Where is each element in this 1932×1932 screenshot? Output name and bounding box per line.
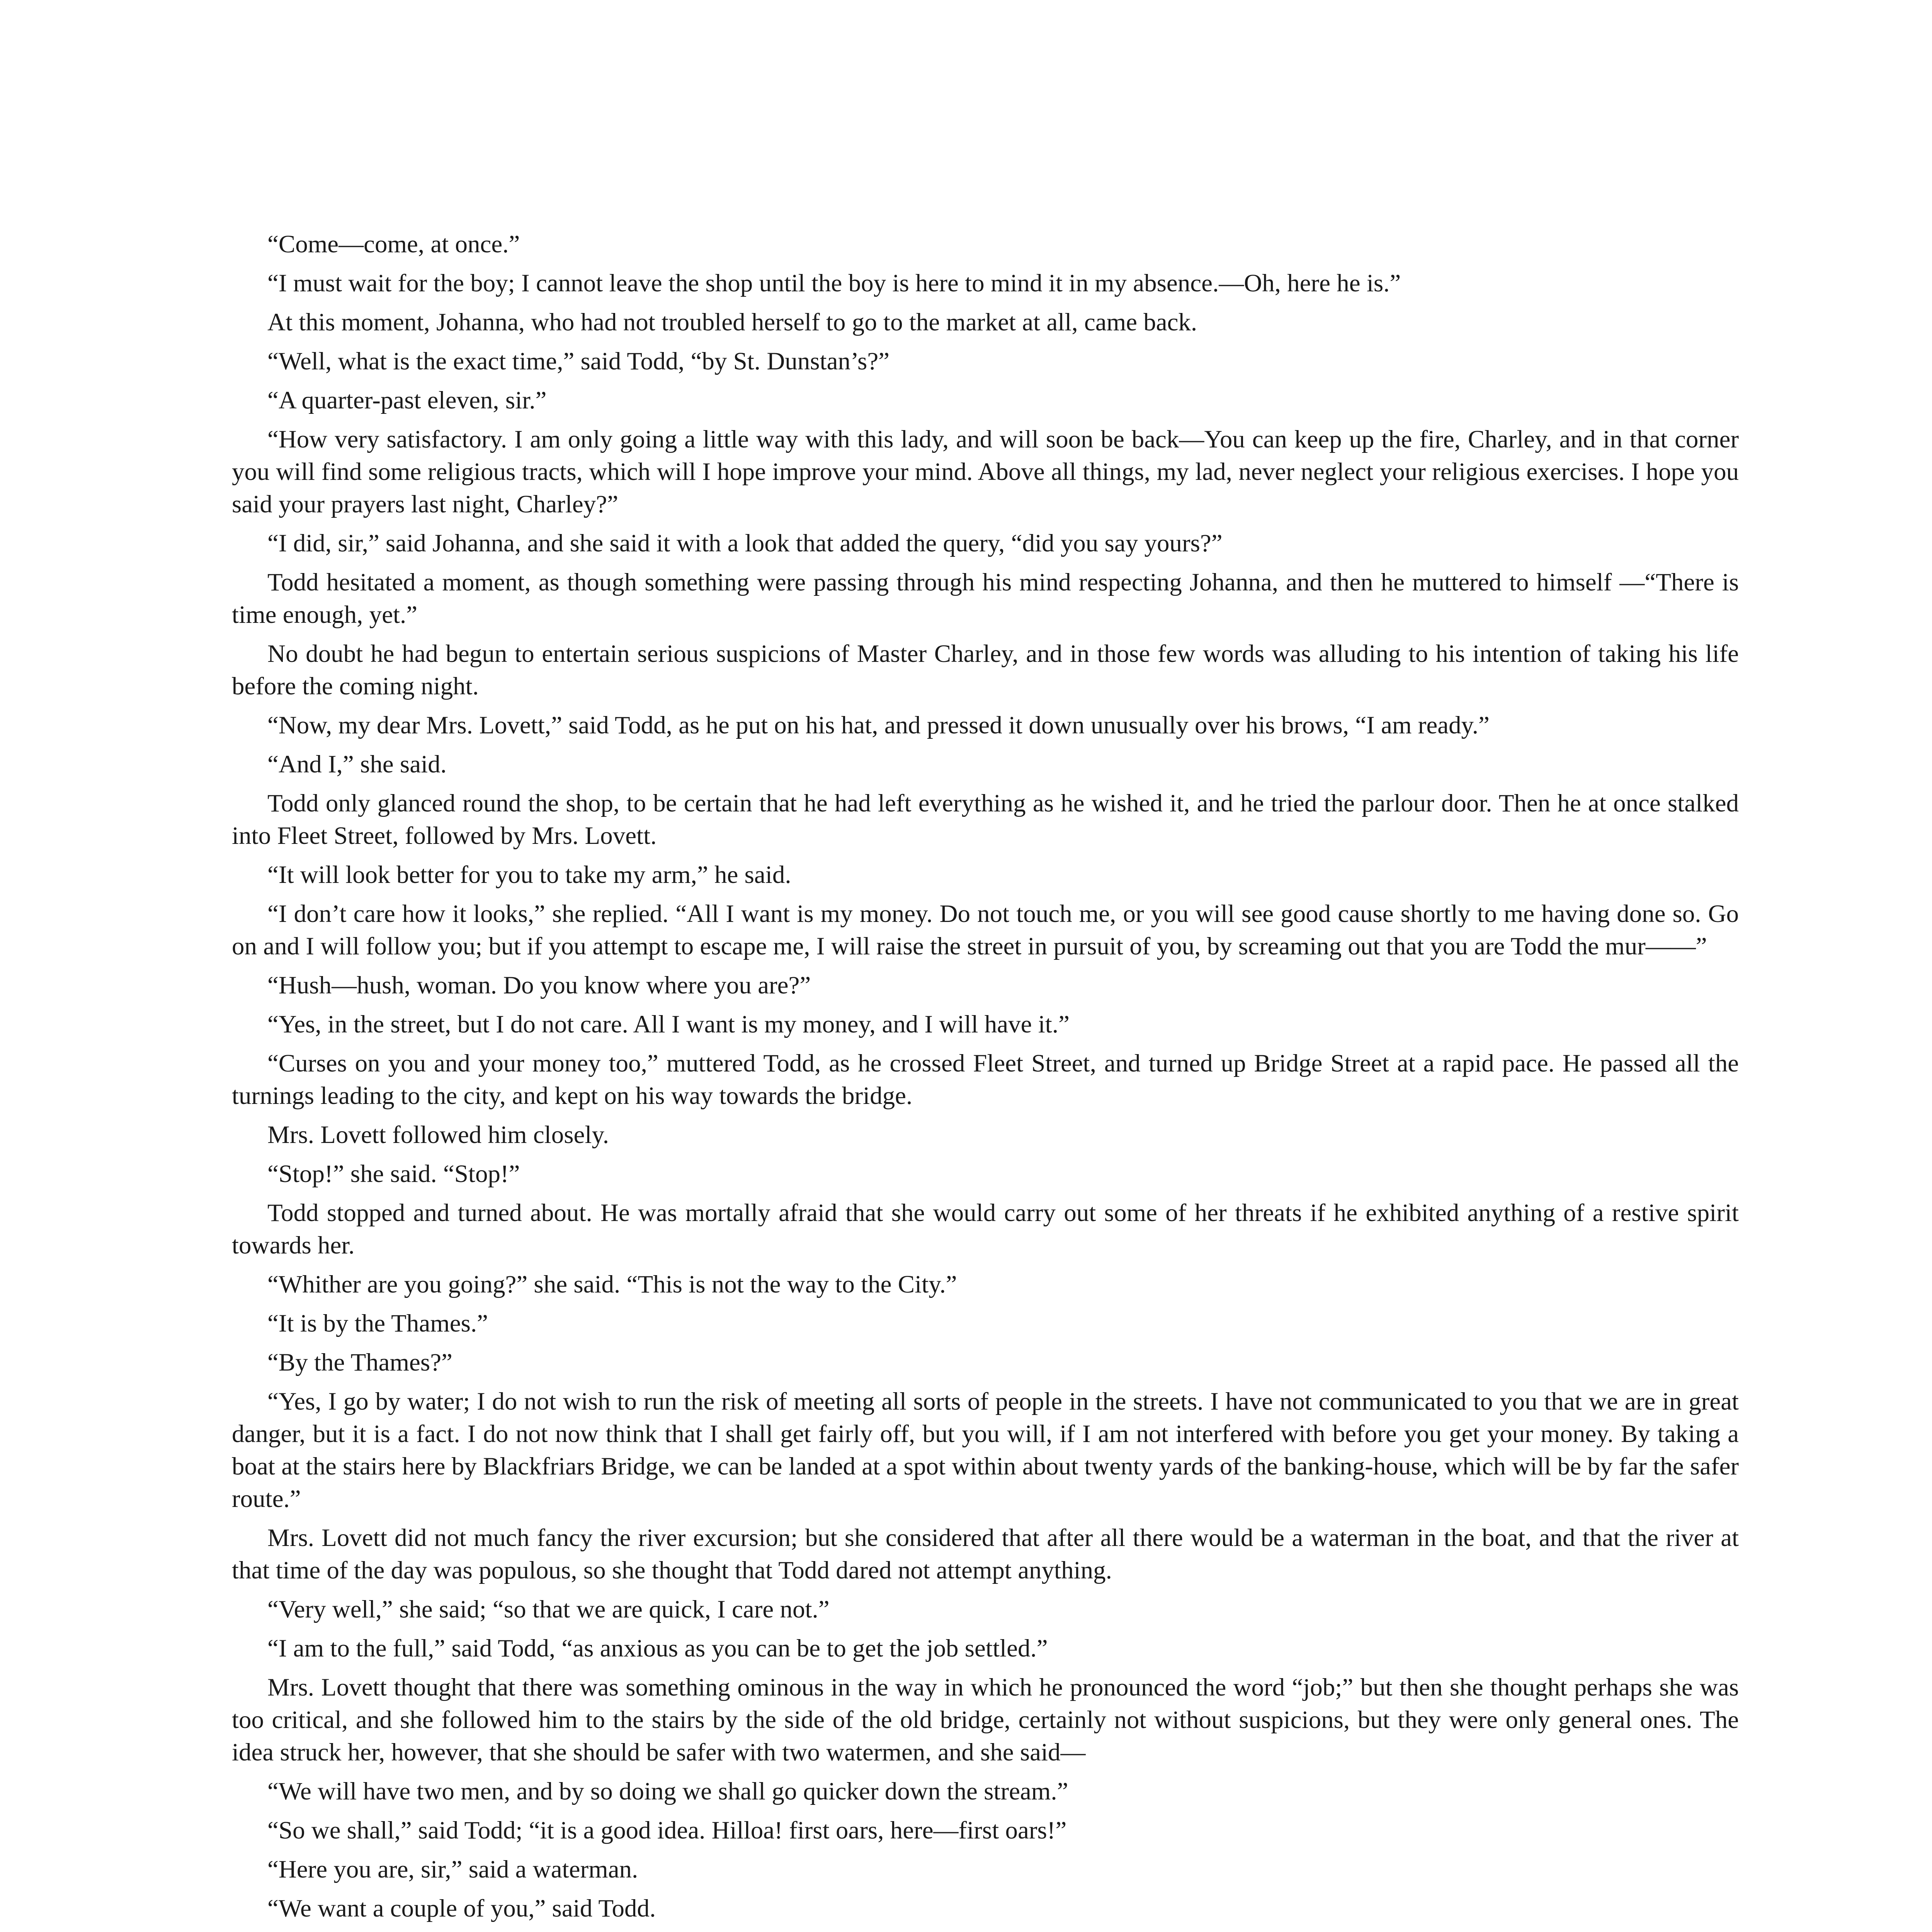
paragraph: “Now, my dear Mrs. Lovett,” said Todd, as he put on his hat, and pressed it down unusually over his brows, “I am ready.” [267, 711, 1490, 739]
paragraph: “Well, what is the exact time,” said Todd, “by St. Dunstan’s?” [267, 347, 890, 375]
paragraph: “Yes, in the street, but I do not care. All I want is my money, and I will have it.” [267, 1010, 1070, 1038]
paragraph: “I don’t care how it looks,” she replied. “All I want is my money. Do not touch me, or you will see good cause shortly to me having done so. Go on and I will follow you; but if you attempt to escape me, I will raise the street in pursuit of you, by screaming out that you are Todd the mur——” [232, 900, 1739, 960]
paragraph: Mrs. Lovett followed him closely. [267, 1121, 609, 1149]
paragraph: “Stop!” she said. “Stop!” [267, 1160, 520, 1188]
paragraph: Todd hesitated a moment, as though something were passing through his mind respecting Johanna, and then he muttered to himself —“There is time enough, yet.” [232, 568, 1739, 629]
paragraph: “Come—come, at once.” [267, 230, 520, 258]
paragraph: “How very satisfactory. I am only going a little way with this lady, and will soon be back—You can keep up the fire, Charley, and in that corner you will find some religious tracts, which will I hope improve your mind. Above all things, my lad, never neglect your religious exercises. I hope you said your prayers last night, Charley?” [232, 425, 1739, 518]
paragraph: “And I,” she said. [267, 750, 447, 778]
paragraph: “We will have two men, and by so doing we shall go quicker down the stream.” [267, 1777, 1068, 1805]
paragraph: “We want a couple of you,” said Todd. [267, 1895, 656, 1922]
paragraph: “Hush—hush, woman. Do you know where you are?” [267, 971, 811, 999]
paragraph: “I must wait for the boy; I cannot leave the shop until the boy is here to mind it in my absence.—Oh, here he is.” [267, 269, 1401, 297]
paragraph: Todd only glanced round the shop, to be certain that he had left everything as he wished it, and he tried the parlour door. Then he at once stalked into Fleet Street, followed by Mrs. Lovett. [232, 789, 1739, 850]
paragraph: “Here you are, sir,” said a waterman. [267, 1855, 638, 1883]
paragraph: Mrs. Lovett thought that there was something ominous in the way in which he pronounced the word “job;” but then she thought perhaps she was too critical, and she followed him to the stairs by the side of the old bridge, certainly not without suspicions, but they were only general ones. The idea struck her, however, that she should be safer with two watermen, and she said— [232, 1673, 1739, 1766]
paragraph: Todd stopped and turned about. He was mortally afraid that she would carry out some of her threats if he exhibited anything of a restive spirit towards her. [232, 1199, 1739, 1259]
paragraph: “Whither are you going?” she said. “This is not the way to the City.” [267, 1270, 957, 1298]
paragraph: At this moment, Johanna, who had not troubled herself to go to the market at all, came back. [267, 308, 1197, 336]
paragraph: “Very well,” she said; “so that we are quick, I care not.” [267, 1595, 830, 1623]
paragraph: “I am to the full,” said Todd, “as anxious as you can be to get the job settled.” [267, 1634, 1048, 1662]
paragraph: “By the Thames?” [267, 1349, 452, 1376]
paragraph: “It is by the Thames.” [267, 1310, 488, 1337]
paragraph: “Curses on you and your money too,” muttered Todd, as he crossed Fleet Street, and turned up Bridge Street at a rapid pace. He passed all the turnings leading to the city, and kept on his way towards the bridge. [232, 1049, 1739, 1110]
paragraph: “It will look better for you to take my arm,” he said. [267, 861, 791, 889]
paragraph: “Yes, I go by water; I do not wish to run the risk of meeting all sorts of people in the streets. I have not communicated to you that we are in great danger, but it is a fact. I do not now think that I shall get fairly off, but you will, if I am not interfered with before you get your money. By taking a boat at the stairs here by Blackfriars Bridge, we can be landed at a spot within about twenty yards of the banking-house, which will be by far the safer route.” [232, 1388, 1739, 1513]
paragraph: Mrs. Lovett did not much fancy the river excursion; but she considered that after all there would be a waterman in the boat, and that the river at that time of the day was populous, so she thought that Todd dared not attempt anything. [232, 1524, 1739, 1584]
paragraph: “So we shall,” said Todd; “it is a good idea. Hilloa! first oars, here—first oars!” [267, 1816, 1067, 1844]
page-text [232, 228, 1739, 1932]
paragraph: “I did, sir,” said Johanna, and she said it with a look that added the query, “did you say yours?” [267, 529, 1223, 557]
paragraph: “A quarter-past eleven, sir.” [267, 386, 547, 414]
paragraph: No doubt he had begun to entertain serious suspicions of Master Charley, and in those few words was alluding to his intention of taking his life before the coming night. [232, 640, 1739, 700]
